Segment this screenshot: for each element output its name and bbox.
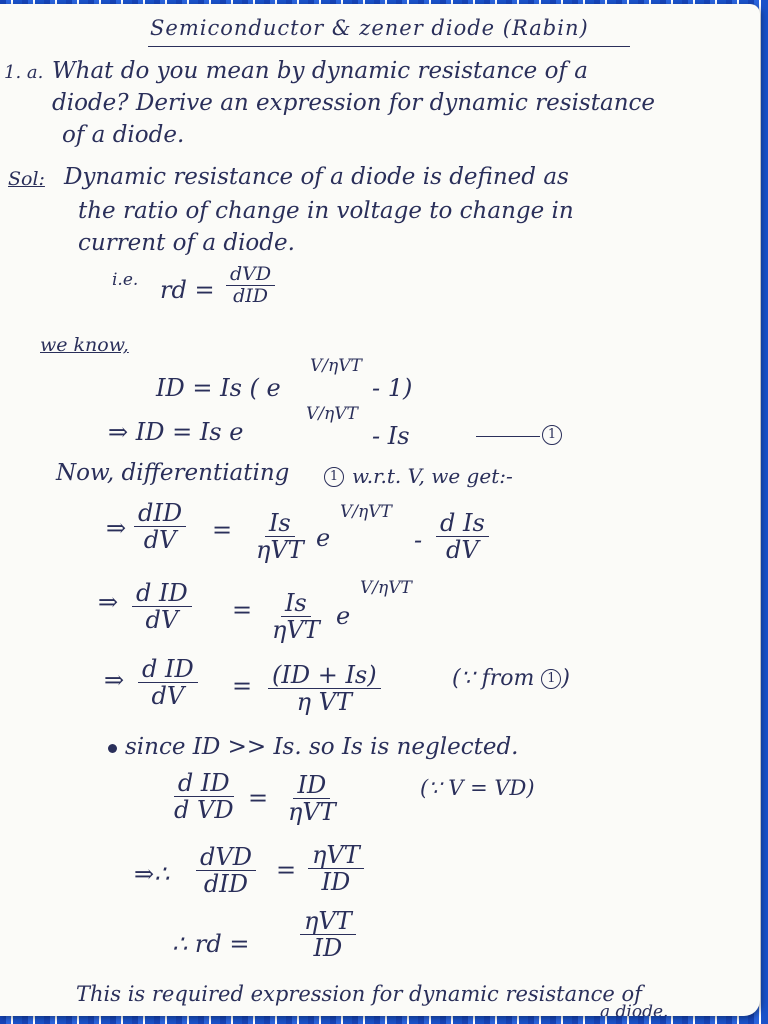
- step-1-minus: -: [414, 526, 423, 554]
- solution-line-2: the ratio of change in voltage to change in: [78, 198, 574, 224]
- step-5-lhs-num: dVD: [196, 844, 256, 871]
- solution-line-1: Dynamic resistance of a diode is defined as: [64, 164, 569, 190]
- step-1-lhs-num: dID: [134, 500, 186, 527]
- step-3-note: [452, 666, 570, 691]
- step-5-rhs: [308, 842, 364, 897]
- step-3-lhs-num: d ID: [138, 656, 198, 683]
- step-4-rhs: [284, 772, 340, 827]
- we-know-label: we know,: [40, 334, 129, 356]
- solution-line-3: current of a diode.: [78, 230, 295, 256]
- step-2-rhs: [268, 590, 324, 645]
- step-2-equals: =: [232, 596, 253, 624]
- step-3-equals: =: [232, 672, 253, 700]
- step-1-rhs-den: ηVT: [256, 536, 304, 565]
- equation-2-rhs: - Is: [372, 422, 410, 450]
- equation-2-ref-marker: 1: [542, 424, 562, 445]
- equation-1-lhs: ID = Is ( e: [156, 374, 281, 402]
- rd-fraction: [226, 264, 275, 308]
- differentiating-text: Now, differentiating: [56, 460, 290, 486]
- step-1-rhs: [252, 510, 308, 565]
- step-4-rhs-den: ηVT: [288, 798, 336, 827]
- step-4-note: (∵ V = VD): [420, 776, 535, 800]
- solution-label: Sol:: [8, 168, 45, 190]
- step-3-rhs-num: (ID + Is): [268, 662, 381, 689]
- step-4-rhs-num: ID: [293, 772, 330, 799]
- bullet-icon: [108, 744, 117, 753]
- step-3-rhs: [268, 662, 381, 717]
- step-1-arrow: ⇒: [106, 514, 127, 542]
- step-2-arrow: ⇒: [98, 588, 119, 616]
- differentiating-tail: w.r.t. V, we get:-: [352, 464, 513, 488]
- conclusion-line-1: This is required expression for dynamic resistance of: [76, 982, 642, 1006]
- step-3-note-text: (∵ from: [452, 666, 535, 691]
- step-2-lhs-num: d ID: [132, 580, 192, 607]
- step-2-exponent: V/ηVT: [360, 578, 412, 598]
- equation-1-exponent: V/ηVT: [310, 356, 362, 376]
- question-line-3: of a diode.: [62, 122, 185, 148]
- step-1-exponent: V/ηVT: [340, 502, 392, 522]
- ie-label: i.e.: [112, 270, 139, 290]
- step-3-arrow: ⇒: [104, 666, 125, 694]
- step-2-lhs: [132, 580, 192, 635]
- step-3-note-close: ): [561, 666, 570, 691]
- step-4-lhs-num: d ID: [174, 770, 234, 797]
- since-text: since ID >> Is. so Is is neglected.: [125, 734, 519, 760]
- equation-2-exponent: V/ηVT: [306, 404, 358, 424]
- step-5-lhs-den: dID: [203, 870, 249, 899]
- final-rd-fraction: [300, 908, 356, 963]
- final-rd-den: ID: [313, 934, 343, 963]
- step-2-lhs-den: dV: [145, 606, 179, 635]
- step-2-rhs-den: ηVT: [272, 616, 320, 645]
- step-3-note-ref: 1: [541, 669, 561, 689]
- question-line-2: diode? Derive an expression for dynamic resistance: [52, 90, 655, 116]
- step-2-rhs-num: Is: [281, 590, 311, 617]
- rd-lhs: rd =: [160, 276, 215, 304]
- step-4-lhs: [170, 770, 238, 825]
- step-1-lhs-den: dV: [143, 526, 177, 555]
- title-underline: [148, 46, 630, 47]
- conclusion-line-2: a diode.: [600, 1002, 669, 1016]
- step-1-last-term: [436, 510, 489, 565]
- step-3-rhs-den: η VT: [296, 688, 352, 717]
- step-1-last-den: dV: [446, 536, 479, 565]
- step-1-rhs-num: Is: [265, 510, 295, 537]
- final-rd-num: ηVT: [300, 908, 356, 935]
- step-1-equals: =: [212, 516, 233, 544]
- step-5-rhs-den: ID: [321, 868, 351, 897]
- step-1-last-num: d Is: [436, 510, 489, 537]
- differentiating-ref: 1: [324, 466, 344, 487]
- equation-1-rhs: - 1): [372, 374, 413, 402]
- step-2-e: e: [336, 602, 351, 630]
- rd-denominator: dID: [233, 284, 269, 307]
- step-4-lhs-den: d VD: [174, 796, 234, 825]
- equation-2-lhs: ⇒ ID = Is e: [108, 418, 244, 446]
- step-1-e: e: [316, 524, 331, 552]
- step-5-equals: =: [276, 856, 297, 884]
- equation-2-leader-line: [476, 436, 540, 437]
- notebook-page: [0, 4, 760, 1016]
- rd-numerator: dVD: [226, 264, 275, 286]
- step-3-lhs-den: dV: [151, 682, 185, 711]
- page-title: Semiconductor & zener diode (Rabin): [150, 16, 589, 40]
- step-1-lhs: [134, 500, 186, 555]
- question-line-1: What do you mean by dynamic resistance of a: [52, 58, 588, 84]
- step-4-equals: =: [248, 784, 269, 812]
- step-3-lhs: [138, 656, 198, 711]
- final-rd-lhs: ∴ rd =: [172, 930, 250, 958]
- step-5-arrow: ⇒∴: [134, 860, 170, 888]
- since-line: [108, 734, 519, 760]
- step-5-rhs-num: ηVT: [308, 842, 364, 869]
- question-number: 1. a.: [4, 62, 44, 83]
- step-5-lhs: [196, 844, 256, 899]
